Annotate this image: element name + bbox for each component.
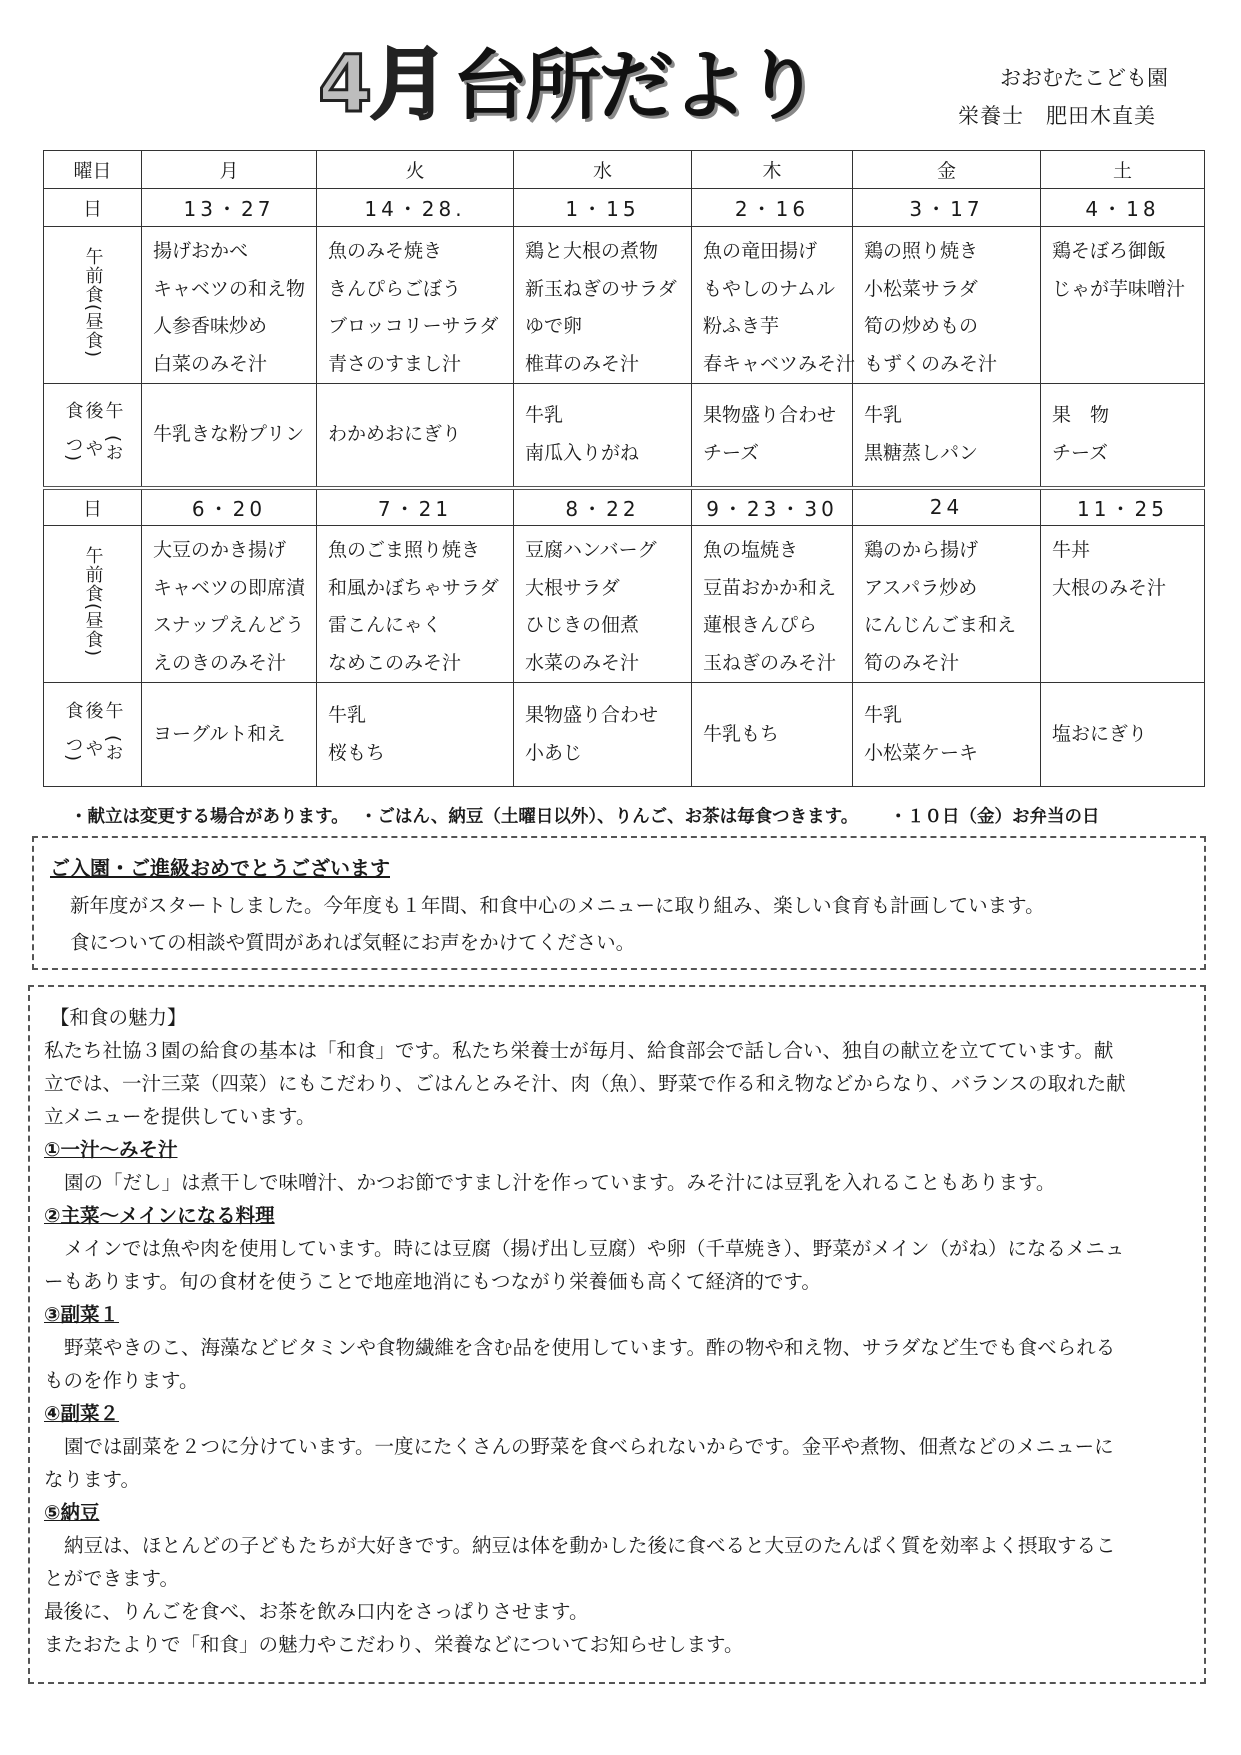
dish-item: ゆで卵 [525,315,583,337]
dish-item: 豆腐ハンバーグ [525,539,657,561]
menu-table [43,150,1205,787]
dish-item: 玉ねぎのみそ汁 [703,651,837,674]
lunch-cell [1041,227,1205,384]
author [958,100,1156,130]
dish-item: なめこのみそ汁 [328,651,462,674]
dish-item: 大豆のかき揚げ [153,539,287,561]
date-cell: 8・22 [514,488,692,526]
dish-item: 雷こんにゃく [328,614,442,636]
snack-item: 南瓜入りがね [525,441,640,464]
section-heading: ⑤納豆 [44,1501,100,1524]
snack-item: 果物盛り合わせ [525,704,659,726]
snack-item: 黒糖蒸しパン [864,441,979,464]
lunch-cell [317,227,514,384]
dish-item: 大根のみそ汁 [1052,576,1167,599]
lunch-label: 午前食(昼食) [82,246,104,359]
date-cell: 7・21 [317,488,514,526]
date-cell: 6・20 [142,488,317,526]
section-line: 園の「だし」は煮干しで味噌汁、かつお節ですまし汁を作っています。みそ汁には豆乳を入れることもあります。 [64,1171,1056,1194]
snack-item: 小松菜ケーキ [864,741,979,764]
lunch-row [44,227,1205,384]
weekday-cell: 火 [317,151,514,189]
dish-item: スナップえんどう [153,614,305,636]
weekday-header-row [44,151,1205,189]
section-line: 野菜やきのこ、海藻などビタミンや食物繊維を含む品を使用しています。酢の物や和え物、サラダなど生でも食べられる [64,1336,1116,1359]
snack-cell [142,683,317,787]
section-line: とができます。 [44,1567,179,1590]
date-cell: 1・15 [514,189,692,227]
snack-cell [692,384,853,488]
article-intro-line: 立メニューを提供しています。 [44,1105,316,1128]
lunch-cell [514,227,692,384]
snack-label-sub: (おやつ) [62,435,124,463]
dish-item: 魚のごま照り焼き [328,539,481,561]
greeting-line: 新年度がスタートしました。今年度も１年間、和食中心のメニューに取り組み、楽しい食育も計画しています。 [70,894,1045,917]
snack-item: 牛乳 [864,404,903,427]
greeting-box [32,836,1206,970]
greeting-line: 食についての相談や質問があれば気軽にお声をかけてください。 [70,931,636,954]
closing-line: またおたよりで「和食」の魅力やこだわり、栄養などについてお知らせします。 [44,1633,744,1656]
dish-item: 魚のみそ焼き [328,240,443,262]
snack-item: チーズ [1052,441,1109,464]
lunch-cell [142,227,317,384]
section-line: ーもあります。旬の食材を使うことで地産地消にもつながり栄養価も高くて経済的です。 [44,1270,821,1293]
snack-cell [692,683,853,787]
dish-item: 椎茸のみそ汁 [525,352,640,375]
date-cell: 14・28. [317,189,514,227]
article-intro-line: 私たち社協３園の給食の基本は「和食」です。私たち栄養士が毎月、給食部会で話し合い、独自の献立を立てています。献 [44,1039,1114,1062]
snack-item: 果物盛り合わせ [703,404,837,427]
title-main: 台所だより [452,41,818,130]
dish-item: 白菜のみそ汁 [153,352,268,375]
snack-cell [853,384,1041,488]
closing-line: 最後に、りんごを食べ、お茶を飲み口内をさっぱりさせます。 [44,1600,589,1623]
dish-item: 魚の竜田揚げ [703,240,818,262]
section-line: なります。 [44,1468,140,1491]
author-name: 肥田木直美 [1046,104,1156,128]
dish-item: きんぴらごぼう [328,277,462,300]
snack-item: 牛乳もち [703,722,780,745]
snack-label-main: 午後食 [62,701,124,721]
lunch-cell [692,526,853,683]
lunch-cell [692,227,856,384]
date-label: 日 [44,488,142,526]
dish-item: 新玉ねぎのサラダ [525,277,677,300]
dish-item: もずくのみそ汁 [864,352,998,375]
dish-item: 筍のみそ汁 [864,651,960,674]
date-row [44,488,1205,526]
section-heading: ②主菜～メインになる料理 [44,1204,275,1227]
weekday-cell: 月 [142,151,317,189]
snack-cell [317,683,514,787]
dish-item: キャベツの和え物 [153,277,306,300]
snack-item: わかめおにぎり [328,423,462,445]
date-cell: 13・27 [142,189,317,227]
date-cell: 4・18 [1041,189,1205,227]
title-month: 4月 [318,40,447,130]
snack-item: 牛乳 [525,404,564,427]
snack-row [44,384,1205,488]
snack-label [63,394,123,470]
dish-item: 鶏そぼろ御飯 [1052,240,1167,262]
dish-item: 豆苗おかか和え [703,576,837,599]
section-line: メインでは魚や肉を使用しています。時には豆腐（揚げ出し豆腐）や卵（千草焼き）、野菜がメイン（がね）になるメニュ [64,1237,1125,1260]
date-label: 日 [44,189,142,227]
section-line: ものを作ります。 [44,1369,199,1392]
lunch-cell [142,526,317,683]
lunch-label-cell [44,227,142,384]
dish-item: 蓮根きんぴら [703,614,818,636]
snack-cell [1041,683,1205,787]
date-cell: 3・17 [853,189,1041,227]
dish-item: 春キャベツみそ汁 [703,352,856,375]
snack-label-main: 午後食 [62,401,124,421]
dish-item: ブロッコリーサラダ [328,315,499,337]
organization-name: おおむたこども園 [1000,66,1168,90]
weekday-cell: 金 [853,151,1041,189]
lunch-label: 午前食(昼食) [82,545,104,658]
dish-item: 小松菜サラダ [864,277,978,300]
snack-cell [317,384,514,488]
date-row [44,189,1205,227]
snack-item: 塩おにぎり [1052,722,1148,745]
section-heading: ③副菜１ [44,1303,120,1326]
snack-item: 牛乳 [864,704,903,726]
dish-item: 和風かぼちゃサラダ [328,576,499,599]
snack-cell [514,384,692,488]
lunch-cell [514,526,692,683]
snack-label-sub: (おやつ) [62,735,124,763]
lunch-cell [853,526,1041,683]
note-item: ・献立は変更する場合があります。 [70,807,340,827]
snack-item: 牛乳 [328,704,367,726]
author-role: 栄養士 [958,104,1024,128]
dish-item: キャベツの即席漬 [153,576,306,599]
dish-item: 青さのすまし汁 [328,352,462,375]
article-box [28,985,1206,1684]
snack-cell [514,683,692,787]
lunch-cell [853,227,1041,384]
dish-item: 筍の炒めもの [864,315,979,337]
dish-item: 鶏の照り焼き [864,240,979,262]
weekday-cell: 水 [514,151,692,189]
dish-item: 大根サラダ [525,576,620,599]
greeting-heading: ご入園・ご進級おめでとうございます [50,856,390,880]
dish-item: 水菜のみそ汁 [525,651,640,674]
weekday-label: 曜日 [44,151,142,189]
dish-item: 鶏と大根の煮物 [525,240,659,262]
weekday-cell: 木 [692,151,853,189]
snack-label-cell [44,683,142,787]
dish-item: ひじきの佃煮 [525,614,640,636]
menu-table-body [44,151,1205,787]
note-item: ・ごはん、納豆（土曜日以外）、りんご、お茶は毎食つきます。 [359,807,850,827]
lunch-row [44,526,1205,683]
date-cell: 24 [853,488,1041,526]
dish-item: 揚げおかべ [153,240,249,262]
lunch-label-cell [44,526,142,683]
lunch-cell [317,526,514,683]
dish-item: 粉ふき芋 [703,315,780,337]
date-cell: 9・23・30 [692,488,853,526]
section-heading: ①一汁～みそ汁 [44,1138,178,1161]
date-cell: 2・16 [692,189,853,227]
date-cell: 11・25 [1041,488,1205,526]
dish-item: 人参香味炒め [153,315,268,337]
snack-item: 小あじ [525,741,583,764]
snack-cell [853,683,1041,787]
dish-item: アスパラ炒め [864,576,978,599]
section-line: 納豆は、ほとんどの子どもたちが大好きです。納豆は体を動かした後に食べると大豆のたんぱく質を効率よく摂取するこ [64,1534,1116,1557]
snack-item: チーズ [703,441,760,464]
weekday-cell: 土 [1041,151,1205,189]
snack-item: 牛乳きな粉プリン [153,423,305,445]
note-item: ・１０日（金）お弁当の日 [889,807,1100,827]
section-heading: ④副菜２ [44,1402,120,1425]
dish-item: じゃが芋味噌汁 [1052,277,1186,300]
snack-cell [1041,384,1205,488]
menu-notes [70,803,1120,828]
article-title: 【和食の魅力】 [50,1006,187,1029]
snack-item: ヨーグルト和え [153,722,286,745]
snack-label [63,694,123,770]
snack-cell [142,384,317,488]
dish-item: 魚の塩焼き [703,539,799,561]
snack-item: 果 物 [1052,404,1110,427]
dish-item: もやしのナムル [703,277,836,300]
dish-item: えのきのみそ汁 [153,651,287,674]
article-body [44,1001,1196,1661]
article-intro-line: 立では、一汁三菜（四菜）にもこだわり、ごはんとみそ汁、肉（魚）、野菜で作る和え物などからなり、バランスの取れた献 [44,1072,1126,1095]
section-line: 園では副菜を２つに分けています。一度にたくさんの野菜を食べられないからです。金平や煮物、佃煮などのメニューに [64,1435,1114,1458]
dish-item: 牛丼 [1052,539,1091,561]
newsletter-title [318,34,818,130]
dish-item: 鶏のから揚げ [864,539,979,561]
snack-row [44,683,1205,787]
snack-label-cell [44,384,142,488]
dish-item: にんじんごま和え [864,614,1017,636]
lunch-cell [1041,526,1205,683]
snack-item: 桜もち [328,741,386,764]
